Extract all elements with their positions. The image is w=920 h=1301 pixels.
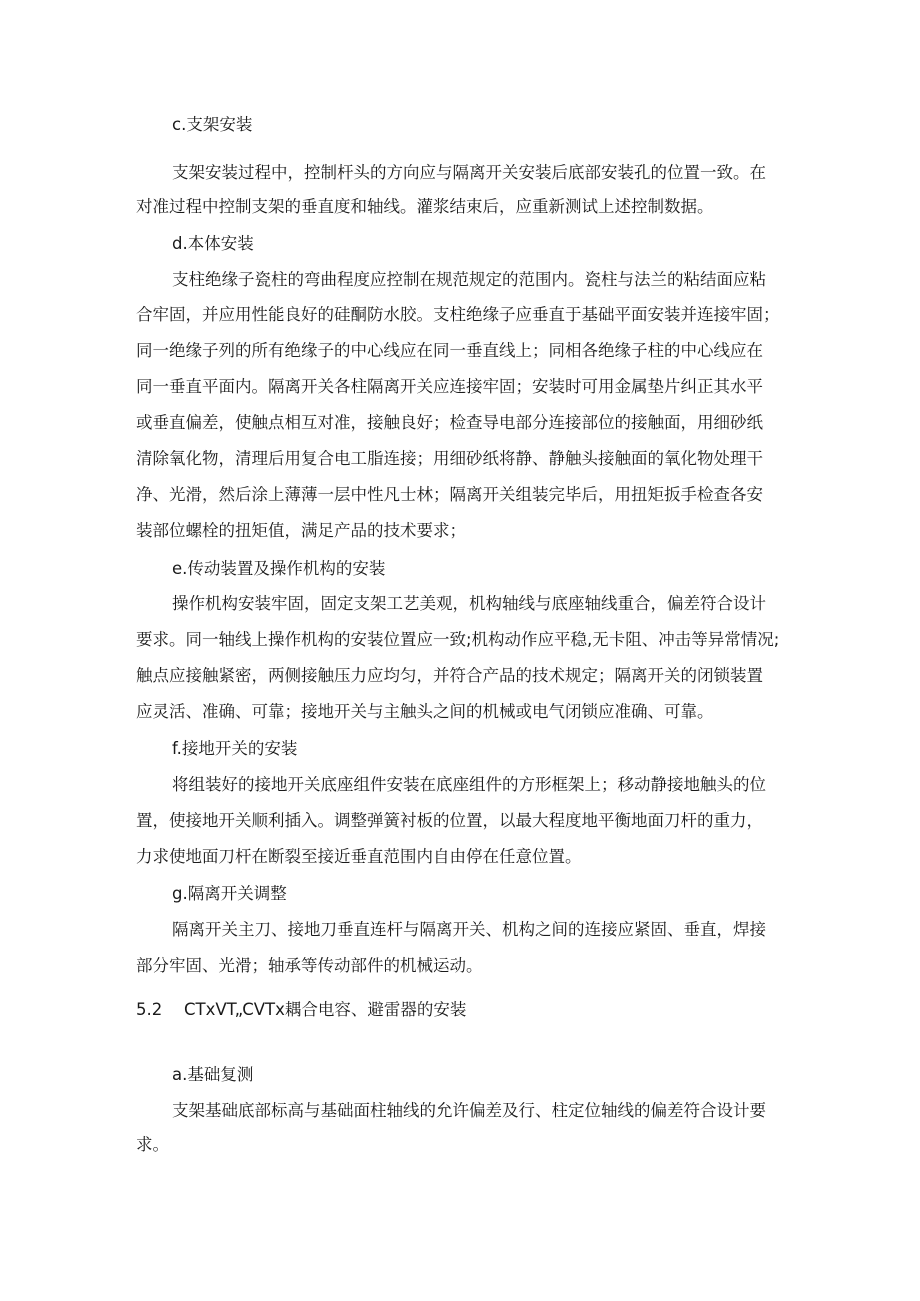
para-g-line-2: 部分牢固、光滑；轴承等传动部件的机械运动。 — [136, 956, 483, 975]
para-e-line-4: 应灵活、准确、可靠；接地开关与主触头之间的机械或电气闭锁应准确、可靠。 — [136, 702, 714, 721]
heading-f: f.接地开关的安装 — [172, 739, 298, 758]
heading-a: a.基础复测 — [172, 1065, 254, 1084]
para-a-line-2: 求。 — [136, 1135, 169, 1154]
heading-g: g.隔离开关调整 — [172, 884, 287, 903]
section-5-2-heading — [136, 1000, 466, 1020]
para-f-line-3: 力求使地面刀杆在断裂至接近垂直范围内自由停在任意位置。 — [136, 847, 582, 866]
para-f-line-2: 置，使接地开关顺利插入。调整弹簧衬板的位置，以最大程度地平衡地面刀杆的重力， — [136, 811, 763, 830]
para-c-line-1: 支架安装过程中，控制杆头的方向应与隔离开关安装后底部安装孔的位置一致。在 — [172, 163, 766, 182]
para-a-line-1: 支架基础底部标高与基础面柱轴线的允许偏差及行、柱定位轴线的偏差符合设计要 — [172, 1101, 766, 1120]
para-c-line-2: 对准过程中控制支架的垂直度和轴线。灌浆结束后，应重新测试上述控制数据。 — [136, 197, 714, 216]
para-g-line-1: 隔离开关主刀、接地刀垂直连杆与隔离开关、机构之间的连接应紧固、垂直，焊接 — [172, 920, 766, 939]
para-e-line-3: 触点应接触紧密，两侧接触压力应均匀，并符合产品的技术规定；隔离开关的闭锁装置 — [136, 666, 763, 685]
para-d-line-2: 合牢固，并应用性能良好的硅酮防水胶。支柱绝缘子应垂直于基础平面安装并连接牢固； — [136, 305, 780, 324]
para-d-line-7: 净、光滑，然后涂上薄薄一层中性凡士林；隔离开关组装完毕后，用扭矩扳手检查各安 — [136, 485, 763, 504]
para-d-line-8: 装部位螺栓的扭矩值，满足产品的技术要求； — [136, 521, 466, 540]
para-d-line-5: 或垂直偏差，使触点相互对准，接触良好；检查导电部分连接部位的接触面，用细砂纸 — [136, 413, 763, 432]
heading-e: e.传动装置及操作机构的安装 — [172, 559, 386, 578]
para-e-line-1: 操作机构安装牢固，固定支架工艺美观，机构轴线与底座轴线重合，偏差符合设计 — [172, 594, 766, 613]
para-e-line-2: 要求。同一轴线上操作机构的安装位置应一致;机构动作应平稳,无卡阻、冲击等异常情况; — [136, 630, 780, 649]
heading-d: d.本体安装 — [172, 234, 254, 253]
para-d-line-6: 清除氧化物，清理后用复合电工脂连接；用细砂纸将静、静触头接触面的氧化物处理干 — [136, 449, 763, 468]
section-number: 5.2 — [136, 1000, 163, 1019]
para-f-line-1: 将组装好的接地开关底座组件安装在底座组件的方形框架上；移动静接地触头的位 — [172, 775, 766, 794]
para-d-line-1: 支柱绝缘子瓷柱的弯曲程度应控制在规范规定的范围内。瓷柱与法兰的粘结面应粘 — [172, 270, 766, 289]
heading-c: c.支架安装 — [172, 115, 253, 134]
section-title: CTxVT„CVTx耦合电容、避雷器的安装 — [184, 1000, 467, 1019]
para-d-line-4: 同一垂直平面内。隔离开关各柱隔离开关应连接牢固；安装时可用金属垫片纠正其水平 — [136, 377, 763, 396]
para-d-line-3: 同一绝缘子列的所有绝缘子的中心线应在同一垂直线上；同相各绝缘子柱的中心线应在 — [136, 341, 763, 360]
